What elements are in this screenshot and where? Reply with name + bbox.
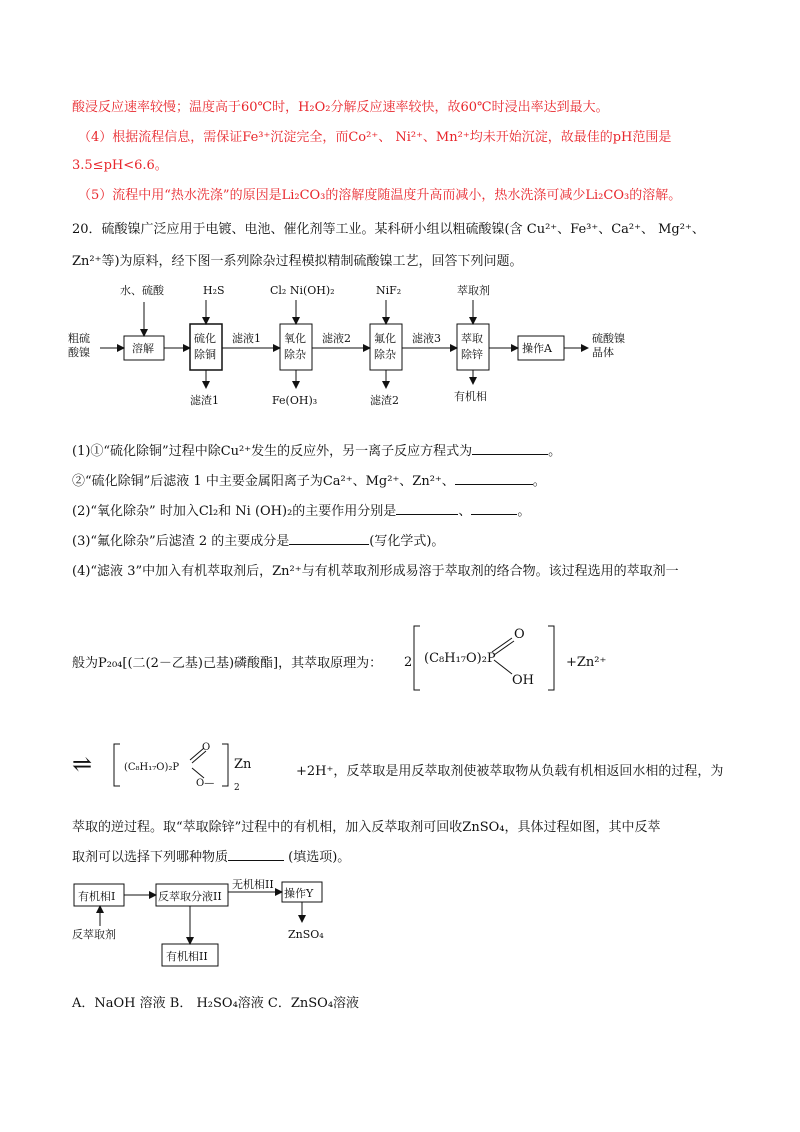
question-1b xyxy=(72,472,546,492)
answer-blank[interactable] xyxy=(472,442,548,455)
answer-options: A．NaOH 溶液 B． H₂SO₄溶液 C．ZnSO₄溶液 xyxy=(72,996,360,1011)
filtrate-3: 滤液3 xyxy=(412,332,441,345)
equation-product xyxy=(72,738,292,798)
product-subscript: 2 xyxy=(234,783,240,793)
equation-coefficient: 2 xyxy=(404,655,413,670)
reagent-extractant: 萃取剂 xyxy=(457,284,490,297)
inorganic-phase-label: 无机相II xyxy=(232,878,274,891)
box-sulfide-copper xyxy=(190,324,222,370)
reagent-nif2: NiF₂ xyxy=(376,284,402,297)
question-4b: 般为P₂₀₄[(二(2－乙基)己基)磷酸酯]，其萃取原理为： xyxy=(72,656,383,671)
question-4d: 萃取的逆过程。取“萃取除锌”过程中的有机相，加入反萃取剂可回收ZnSO₄，具体过程如图，其中反萃 xyxy=(72,820,661,835)
product-label-1: 硫酸镍 xyxy=(592,332,625,345)
answer-blank[interactable] xyxy=(471,502,517,515)
answer-line-3: 3.5≤pH<6.6。 xyxy=(72,158,168,173)
box-fluoride-label-2: 除杂 xyxy=(374,348,396,361)
equation-group: (C₈H₁₇O)₂P xyxy=(424,651,496,666)
equation-zn-ion: +Zn²⁺ xyxy=(566,655,607,670)
reagent-water-acid: 水、硫酸 xyxy=(120,284,164,297)
equilibrium-arrow: ⇌ xyxy=(72,750,93,778)
question-2-text: (2)“氧化除杂” 时加入Cl₂和 Ni (OH)₂的主要作用分别是 xyxy=(72,504,397,519)
equation-reactant xyxy=(404,620,644,696)
question-1b-text: ②“硫化除铜”后滤液 1 中主要金属阳离子为Ca²⁺、Mg²⁺、Zn²⁺、 xyxy=(72,474,455,489)
box-extract-label-2: 除锌 xyxy=(461,348,483,361)
start-label-1: 粗硫 xyxy=(68,332,90,345)
product-group: (C₈H₁₇O)₂P xyxy=(124,762,180,773)
question-3-text: (3)“氟化除杂”后滤渣 2 的主要成分是 xyxy=(72,534,290,549)
box-oxidize-label-2: 除杂 xyxy=(284,348,306,361)
residue-feoh3: Fe(OH)₃ xyxy=(272,394,318,407)
organic-phase-1-label: 有机相I xyxy=(78,890,116,903)
answer-line-1: 酸浸反应速率较慢；温度高于60℃时，H₂O₂分解反应速率较快，故60℃时浸出率达到最大。 xyxy=(72,100,609,115)
box-extract-zinc xyxy=(457,324,489,370)
box-dissolve-label: 溶解 xyxy=(132,342,154,355)
box-oxidize-label-1: 氧化 xyxy=(284,332,306,345)
filtrate-2: 滤液2 xyxy=(322,332,351,345)
question-2 xyxy=(72,502,530,522)
residue-1: 滤渣1 xyxy=(190,394,219,407)
question-1a-text: (1)①“硫化除铜”过程中除Cu²⁺发生的反应外，另一离子反应方程式为 xyxy=(72,444,473,459)
question-2-mid: 、 xyxy=(458,504,472,519)
answer-blank[interactable] xyxy=(228,848,284,861)
question-4c: +2H⁺，反萃取是用反萃取剂使被萃取物从负载有机相返回水相的过程，为 xyxy=(296,764,724,779)
residue-2: 滤渣2 xyxy=(370,394,399,407)
organic-phase-2-label: 有机相II xyxy=(166,950,208,963)
product-label-2: 晶体 xyxy=(592,346,614,359)
operation-y-label: 操作Y xyxy=(284,887,314,900)
question-2-end: 。 xyxy=(517,504,531,519)
answer-blank[interactable] xyxy=(289,532,369,545)
equation-o: O xyxy=(514,627,525,642)
question-intro-2: Zn²⁺等)为原料，经下图一系列除杂过程模拟精制硫酸镍工艺，回答下列问题。 xyxy=(72,254,523,269)
question-1a xyxy=(72,442,561,462)
question-4e-text: 取剂可以选择下列哪种物质 xyxy=(72,850,229,865)
box-fluoride-label-1: 氟化 xyxy=(374,332,396,345)
answer-blank[interactable] xyxy=(396,502,458,515)
question-intro-1: 20．硫酸镍广泛应用于电镀、电池、催化剂等工业。某科研小组以粗硫酸镍(含 Cu²⁺、Fe³⁺、Ca²⁺、 Mg²⁺、 xyxy=(72,222,705,237)
residue-organic: 有机相 xyxy=(454,390,487,403)
product-o: O xyxy=(202,742,211,753)
box-operation-a-label: 操作A xyxy=(522,342,552,355)
box-sulfide-label-2: 除铜 xyxy=(194,348,216,361)
question-3 xyxy=(72,532,444,552)
question-4e xyxy=(72,848,350,868)
question-4a: (4)“滤液 3”中加入有机萃取剂后，Zn²⁺与有机萃取剂形成易溶于萃取剂的络合物。该过程选用的萃取剂一 xyxy=(72,564,679,579)
box-fluoride xyxy=(370,324,402,370)
box-extract-label-1: 萃取 xyxy=(461,332,483,345)
filtrate-1: 滤液1 xyxy=(232,332,261,345)
equation-oh: OH xyxy=(512,673,534,688)
answer-blank[interactable] xyxy=(455,472,533,485)
answer-line-2: （4）根据流程信息，需保证Fe³⁺沉淀完全，而Co²⁺、 Ni²⁺、Mn²⁺均未开始沉淀，故最佳的pH范围是 xyxy=(78,130,672,145)
question-4e-end: (填选项)。 xyxy=(288,850,351,865)
znso4-label: ZnSO₄ xyxy=(288,928,324,941)
answer-line-4: （5）流程中用“热水洗涤”的原因是Li₂CO₃的溶解度随温度升高而减小，热水洗涤可减少Li₂CO₃的溶解。 xyxy=(78,188,682,203)
question-1b-end: 。 xyxy=(532,474,546,489)
question-3-end: (写化学式)。 xyxy=(369,534,445,549)
back-extractant-label: 反萃取剂 xyxy=(72,928,116,941)
question-1a-end: 。 xyxy=(548,444,562,459)
box-oxidize xyxy=(280,324,312,370)
reagent-cl2-nioh2: Cl₂ Ni(OH)₂ xyxy=(270,284,335,297)
back-extraction-flowchart xyxy=(70,872,350,972)
process-flowchart xyxy=(60,278,680,418)
reagent-h2s: H₂S xyxy=(203,284,225,297)
back-extract-label: 反萃取分液II xyxy=(158,890,222,903)
product-zn: Zn xyxy=(234,757,252,772)
start-label-2: 酸镍 xyxy=(68,346,90,359)
product-o2: O— xyxy=(196,778,215,789)
box-sulfide-label-1: 硫化 xyxy=(194,332,216,345)
